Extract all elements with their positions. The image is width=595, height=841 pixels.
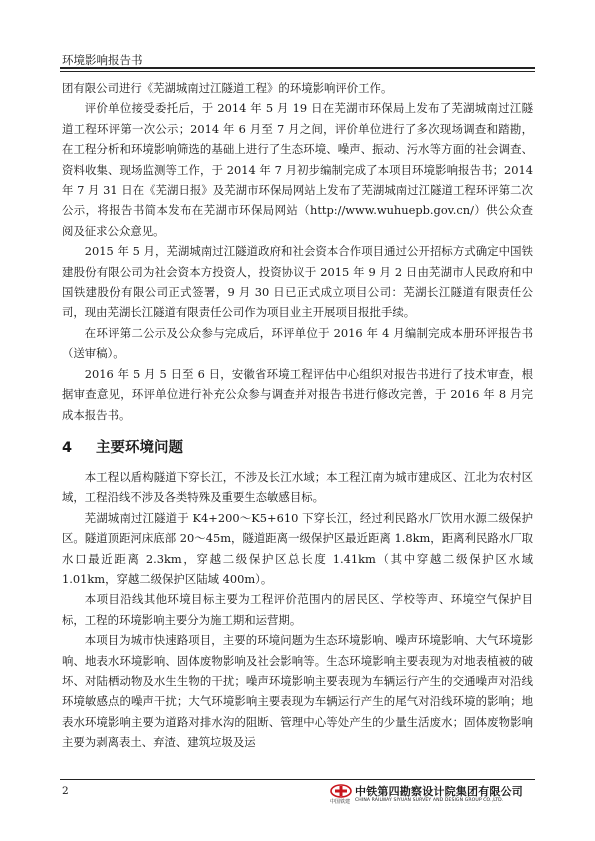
paragraph: 本项目为城市快速路项目，主要的环境问题为生态环境影响、噪声环境影响、大气环境影响、地表水环境影响、固体废物影响及社会影响等。生态环境影响主要表现为对地表植被的破坏、对陆栖动物及水生生物的干扰；噪声环境影响主要表现为车辆运行产生的交通噪声对沿线环境敏感点的噪声干扰；大气环境影响主要表现为车辆运行产生的尾气对沿线环境的影响；地表水环境影响主要为道路对排水沟的阻断、管理中心等处产生的少量生活废水；固体废物影响主要为剥离表土、弃渣、建筑垃圾及运: [62, 633, 533, 750]
section-heading: [62, 437, 533, 459]
header-rule-thick: [60, 67, 535, 69]
company-name-cn: 中铁第四勘察设计院集团有限公司: [355, 785, 523, 798]
footer-rule: [60, 779, 535, 780]
logo-mark-caption: 中国铁建: [330, 799, 351, 805]
page-number: 2: [62, 785, 69, 797]
paragraph: 2016 年 5 月 5 日至 6 日，安徽省环境工程评估中心组织对报告书进行了技术审查，根据审查意见，环评单位进行补充公众参与调查并对报告书进行修改完善，于 2016 年 8 月完成本报告书。: [62, 366, 533, 422]
paragraph: 在环评第二公示及公众参与完成后，环评单位于 2016 年 4 月编制完成本册环评报告书（送审稿）。: [62, 325, 533, 361]
company-name-en: CHINA RAILWAY SIYUAN SURVEY AND DESIGN GROUP CO.,LTD.: [355, 798, 504, 803]
document-body: [62, 78, 533, 753]
company-logo: [330, 782, 535, 808]
running-header-title: 环境影响报告书: [62, 53, 143, 67]
paragraph: 评价单位接受委托后，于 2014 年 5 月 19 日在芜湖市环保局上发布了芜湖城南过江隧道工程环评第一次公示；2014 年 6 月至 7 月之间，评价单位进行了多次现场调查和踏勘，在工程分析和环境影响筛选的基础上进行了生态环境、噪声、振动、污水等方面的社会调查、资料收集、现场监测等工作，于 2014 年 7 月初步编制完成了本项目环境影响报告书；2014 年 7 月 31 日在《芜湖日报》及芜湖市环保局网站上发布了芜湖城南过江隧道工程环评第二次公示，将报告书简本发布在芜湖市环保局网站（http://www.wuhuepb.gov.cn/）供公众查阅及征求公众意见。: [62, 101, 533, 238]
paragraph: 芜湖城南过江隧道于 K4+200～K5+610 下穿长江，经过利民路水厂饮用水源二级保护区。隧道顶距河床底部 20～45m，隧道距离一级保护区最近距离 1.8km，距离利民路水厂取水口最近距离 2.3km，穿越二级保护区总长度 1.41km（其中穿越二级保护区水域 1.01km，穿越二级保护区陆域 400m）。: [62, 510, 533, 586]
crcc-logo-icon: [330, 784, 352, 798]
paragraph: 本工程以盾构隧道下穿长江，不涉及长江水域；本工程江南为城市建成区、江北为农村区域，工程沿线不涉及各类特殊及重要生态敏感目标。: [62, 469, 533, 505]
section-title: 主要环境问题: [96, 439, 183, 456]
paragraph-continuation: 团有限公司进行《芜湖城南过江隧道工程》的环境影响评价工作。: [62, 81, 393, 95]
paragraph: 2015 年 5 月，芜湖城南过江隧道政府和社会资本合作项目通过公开招标方式确定中国铁建股份有限公司为社会资本方投资人，投资协议于 2015 年 9 月 2 日由芜湖市人民政府和中国铁建股份有限公司正式签署，9 月 30 日已正式成立项目公司：芜湖长江隧道有限责任公司，现由芜湖长江隧道有限责任公司作为项目业主开展项目报批手续。: [62, 244, 533, 320]
section-number: 4: [62, 439, 73, 456]
header-rule-thin: [60, 71, 535, 72]
paragraph: 本项目沿线其他环境目标主要为工程评价范围内的居民区、学校等声、环境空气保护目标，工程的环境影响主要分为施工期和运营期。: [62, 592, 533, 627]
